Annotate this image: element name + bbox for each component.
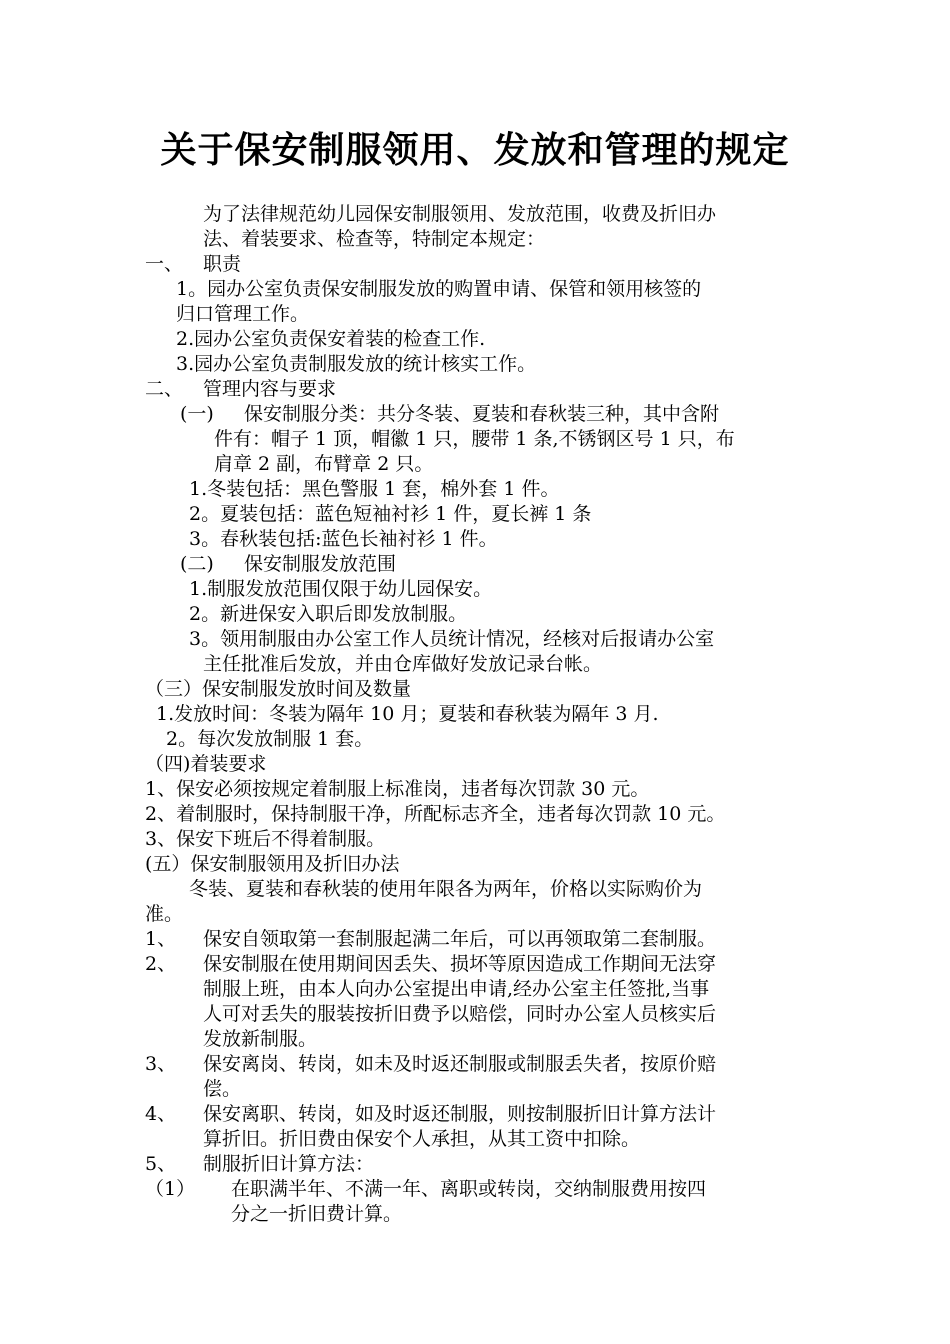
section-1-item-3: 3.园办公室负责制服发放的统计核实工作。 — [176, 353, 537, 375]
part-1-line-2: 件有：帽子 1 顶，帽徽 1 只，腰带 1 条,不锈钢区号 1 只，布 — [214, 428, 735, 450]
part-5-item-3-line-1: 保安离岗、转岗，如未及时返还制服或制服丢失者，按原价赔 — [203, 1053, 717, 1075]
part-5-item-1-line-1: 保安自领取第一套制服起满二年后，可以再领取第二套制服。 — [203, 928, 717, 950]
part-5-intro-line-2: 准。 — [145, 903, 184, 925]
part-3-heading: （三）保安制服发放时间及数量 — [145, 678, 412, 700]
part-5-sub-1-marker: （1） — [145, 1178, 196, 1200]
part-5-item-4-line-2: 算折旧。折旧费由保安个人承担，从其工资中扣除。 — [203, 1128, 641, 1150]
part-5-item-1-marker: 1、 — [145, 928, 177, 950]
part-5-sub-1-line-1: 在职满半年、不满一年、离职或转岗，交纳制服费用按四 — [231, 1178, 707, 1200]
part-2-item-1: 1.制服发放范围仅限于幼儿园保安。 — [189, 578, 493, 600]
part-5-item-4-line-1: 保安离职、转岗，如及时返还制服，则按制服折旧计算方法计 — [203, 1103, 717, 1125]
part-1-marker: (一) — [180, 403, 214, 425]
part-4-heading: （四)着装要求 — [145, 753, 267, 775]
section-1-marker: 一、 — [145, 253, 184, 275]
part-1-item-3: 3。春秋装包括:蓝色长袖衬衫 1 件。 — [189, 528, 498, 550]
part-5-item-3-marker: 3、 — [145, 1053, 177, 1075]
part-1-item-1: 1.冬装包括：黑色警服 1 套，棉外套 1 件。 — [189, 478, 560, 500]
part-5-item-2-line-1: 保安制服在使用期间因丢失、损坏等原因造成工作期间无法穿 — [203, 953, 717, 975]
part-1-item-2: 2。夏装包括：蓝色短袖衬衫 1 件，夏长裤 1 条 — [189, 503, 592, 525]
part-5-item-2-marker: 2、 — [145, 953, 177, 975]
intro-line-1: 为了法律规范幼儿园保安制服领用、发放范围，收费及折旧办 — [203, 203, 717, 225]
part-3-item-2: 2。每次发放制服 1 套。 — [166, 728, 374, 750]
part-5-heading: (五）保安制服领用及折旧办法 — [145, 853, 400, 875]
part-5-sub-1-line-2: 分之一折旧费计算。 — [231, 1203, 403, 1225]
section-1-item-1-line-1: 1。园办公室负责保安制服发放的购置申请、保管和领用核签的 — [176, 278, 702, 300]
section-2-marker: 二、 — [145, 378, 184, 400]
section-1-heading: 职责 — [203, 253, 242, 275]
part-1-line-3: 肩章 2 副，布臂章 2 只。 — [214, 453, 434, 475]
section-2-heading: 管理内容与要求 — [203, 378, 337, 400]
part-5-item-5-marker: 5、 — [145, 1153, 177, 1175]
part-5-intro-line-1: 冬装、夏装和春秋装的使用年限各为两年，价格以实际购价为 — [189, 878, 703, 900]
intro-line-2: 法、着装要求、检查等，特制定本规定： — [203, 228, 546, 250]
part-2-item-2: 2。新进保安入职后即发放制服。 — [189, 603, 468, 625]
part-5-item-5-line-1: 制服折旧计算方法： — [203, 1153, 375, 1175]
part-5-item-4-marker: 4、 — [145, 1103, 177, 1125]
part-4-item-1: 1、保安必须按规定着制服上标准岗，违者每次罚款 30 元。 — [145, 778, 650, 800]
section-1-item-1-line-2: 归口管理工作。 — [176, 303, 310, 325]
part-5-item-3-line-2: 偿。 — [203, 1078, 242, 1100]
part-2-item-3-line-1: 3。领用制服由办公室工作人员统计情况，经核对后报请办公室 — [189, 628, 715, 650]
part-1-line-1: 保安制服分类：共分冬装、夏装和春秋装三种，其中含附 — [244, 403, 720, 425]
part-2-item-3-line-2: 主任批准后发放，并由仓库做好发放记录台帐。 — [203, 653, 603, 675]
part-2-marker: (二) — [180, 553, 214, 575]
part-4-item-3: 3、保安下班后不得着制服。 — [145, 828, 386, 850]
part-3-item-1: 1.发放时间：冬装为隔年 10 月；夏装和春秋装为隔年 3 月. — [156, 703, 659, 725]
part-4-item-2: 2、着制服时，保持制服干净，所配标志齐全，违者每次罚款 10 元。 — [145, 803, 726, 825]
part-5-item-2-line-4: 发放新制服。 — [203, 1028, 318, 1050]
section-1-item-2: 2.园办公室负责保安着装的检查工作. — [176, 328, 486, 350]
document-title: 关于保安制服领用、发放和管理的规定 — [160, 129, 790, 171]
part-5-item-2-line-3: 人可对丢失的服装按折旧费予以赔偿，同时办公室人员核实后 — [203, 1003, 717, 1025]
part-2-heading: 保安制服发放范围 — [244, 553, 397, 575]
part-5-item-2-line-2: 制服上班，由本人向办公室提出申请,经办公室主任签批,当事 — [203, 978, 710, 1000]
